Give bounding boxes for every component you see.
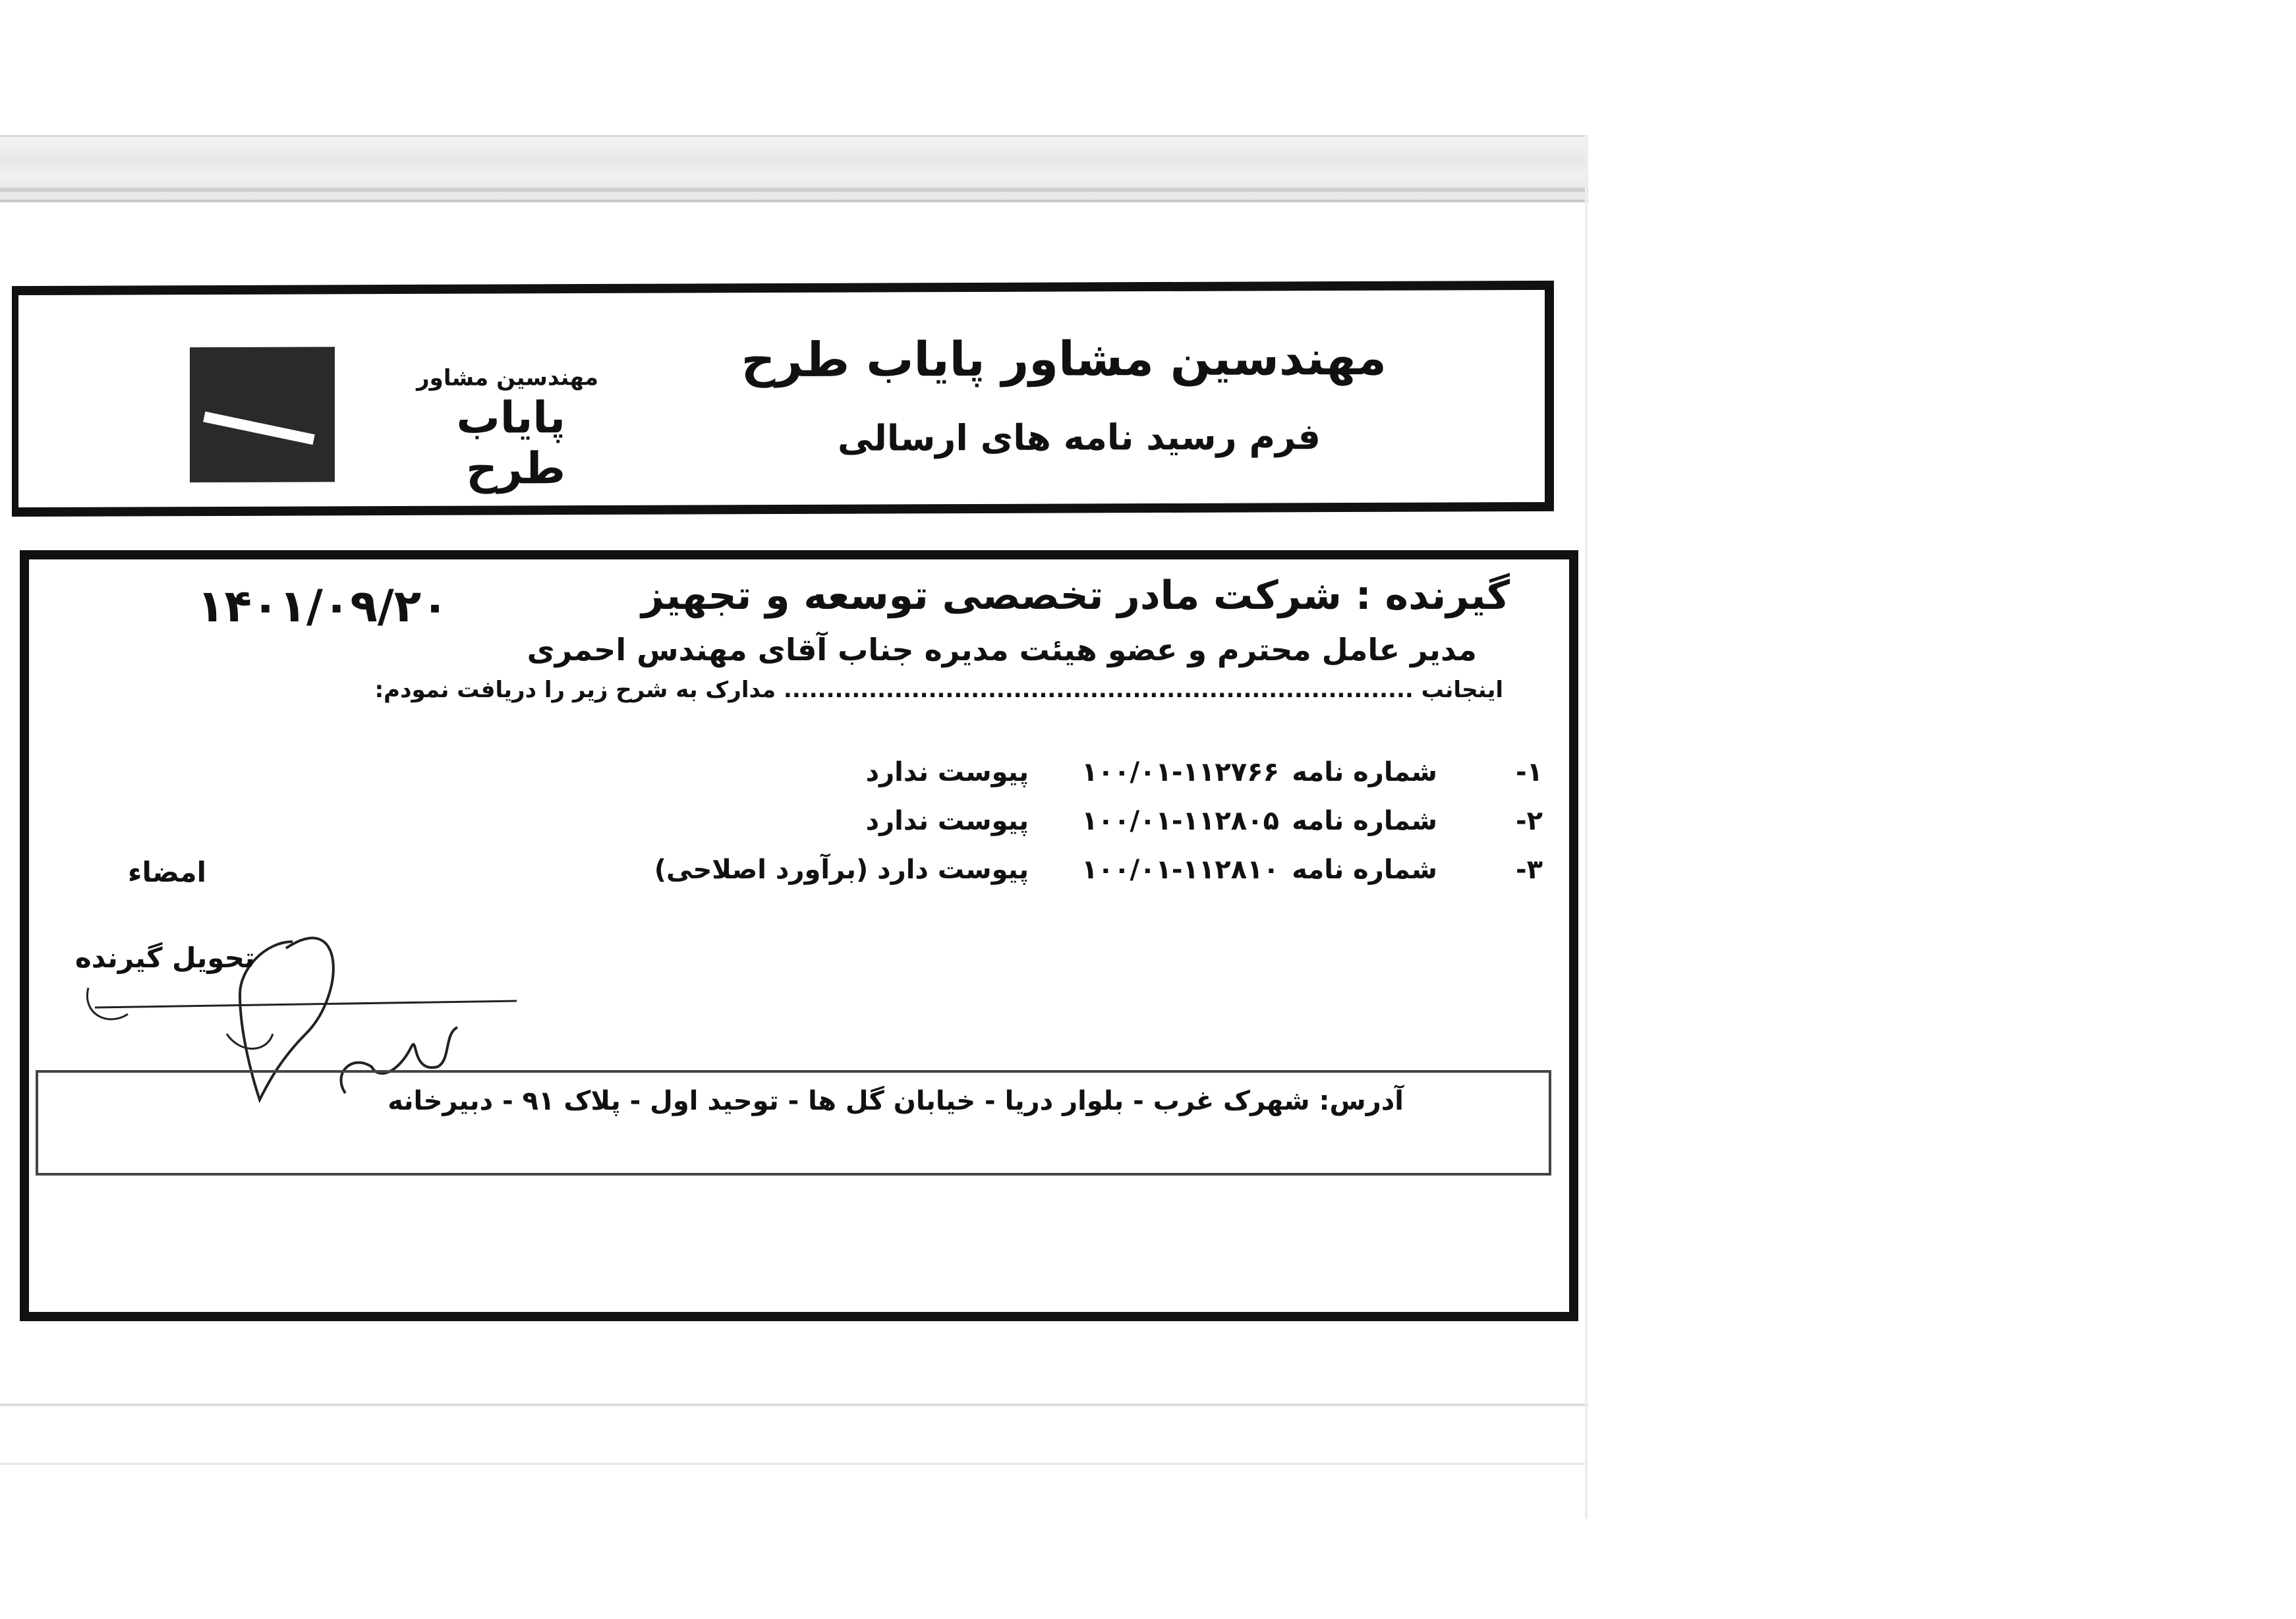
receiver-label: تحویل گیرنده: [75, 942, 255, 974]
ack-dots: ..........................................................................: [784, 677, 1414, 703]
logo-small-text: مهندسین مشاور: [416, 364, 598, 391]
address-box: [36, 1070, 1551, 1176]
item-label: شماره نامه: [1292, 806, 1437, 836]
scan-edge-top: [0, 135, 1588, 202]
recipient-line: گیرنده : شرکت مادر تخصصی توسعه و تجهیز: [641, 573, 1510, 619]
attachment-status: پیوست دارد (برآورد اصلاحی): [654, 855, 1029, 885]
ack-prefix: اینجانب: [1421, 677, 1503, 703]
scan-edge-right: [1585, 135, 1588, 1519]
logo-slash: [203, 412, 315, 445]
logo-big-text: پایاب طرح: [456, 392, 565, 494]
list-item: [620, 757, 1543, 806]
recipient-title: مدیر عامل محترم و عضو هیئت مدیره جناب آقای مهندس احمری: [527, 632, 1477, 667]
letters-list: [620, 757, 1543, 903]
letter-number: ۱۰۰/۰۱-۱۱۲۸۰۵: [1081, 806, 1279, 836]
item-number: ۲-: [1515, 806, 1543, 836]
address-text: آدرس: شهرک غرب - بلوار دریا - خیابان گل ها - توحید اول - پلاک ۹۱ - دبیرخانه: [387, 1086, 1404, 1116]
attachment-status: پیوست ندارد: [865, 757, 1029, 787]
item-label: شماره نامه: [1292, 757, 1437, 787]
item-label: شماره نامه: [1292, 855, 1437, 885]
body-box: [20, 550, 1578, 1321]
list-item: [620, 855, 1543, 903]
form-title: فرم رسید نامه های ارسالی: [838, 416, 1321, 459]
logo-square-slash-icon: [190, 347, 335, 482]
acknowledgement-line: [375, 677, 1503, 703]
letter-number: ۱۰۰/۰۱-۱۱۲۸۱۰: [1081, 855, 1279, 885]
item-number: ۱-: [1515, 757, 1543, 787]
header-box: [12, 281, 1554, 517]
company-title: مهندسین مشاور پایاب طرح: [741, 329, 1387, 388]
item-number: ۳-: [1515, 855, 1543, 885]
list-item: [620, 806, 1543, 855]
scan-fold-line: [0, 188, 1588, 192]
document-date: ۱۴۰۱/۰۹/۲۰: [197, 581, 449, 633]
signature-label: امضاء: [128, 856, 207, 888]
scan-edge-bottom: [0, 1404, 1588, 1406]
ack-suffix: مدارک به شرح زیر را دریافت نمودم:: [374, 677, 776, 703]
attachment-status: پیوست ندارد: [865, 806, 1029, 836]
scan-edge-bottom-faint: [0, 1463, 1588, 1465]
letter-number: ۱۰۰/۰۱-۱۱۲۷۶۶: [1081, 757, 1279, 787]
